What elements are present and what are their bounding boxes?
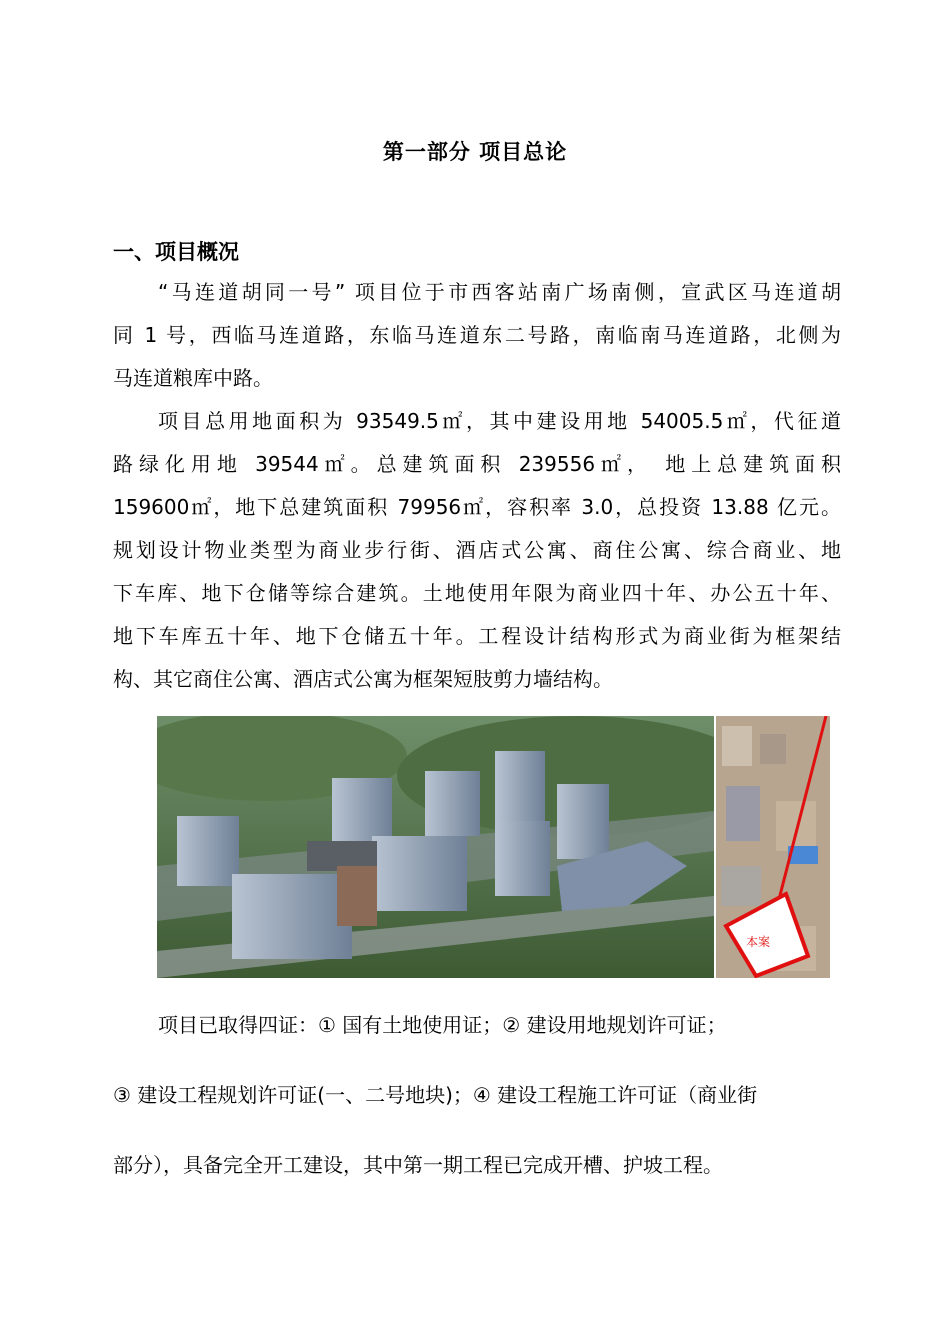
paragraph-permits	[113, 990, 853, 1200]
text-line: 构、其它商住公寓、酒店式公寓为框架短肢剪力墙结构。	[113, 667, 613, 691]
text-line: 同 1 号，西临马连道路，东临马连道东二号路，南临南马连道路，北侧为	[113, 323, 841, 347]
text-line: “马连道胡同一号” 项目位于市西客站南广场南侧，宣武区马连道胡	[158, 280, 841, 304]
map-label: 本案	[745, 935, 771, 949]
text-line: 马连道粮库中路。	[113, 366, 273, 390]
section-heading: 一、项目概况	[113, 240, 239, 264]
aerial-rendering-image	[157, 716, 714, 978]
text-line: ③ 建设工程规划许可证(一、二号地块)；④ 建设工程施工许可证（商业街	[113, 1083, 758, 1107]
project-figure	[157, 716, 830, 978]
paragraph-scale	[113, 400, 841, 701]
page-title: 第一部分 项目总论	[382, 140, 568, 164]
text-line: 项目总用地面积为 93549.5㎡，其中建设用地 54005.5㎡，代征道	[158, 409, 841, 433]
paragraph-location	[113, 271, 841, 400]
text-line: 路绿化用地 39544㎡。总建筑面积 239556㎡， 地上总建筑面积	[113, 452, 841, 476]
text-line: 159600㎡，地下总建筑面积 79956㎡，容积率 3.0，总投资 13.88 亿元。	[113, 495, 841, 519]
text-line: 地下车库五十年、地下仓储五十年。工程设计结构形式为商业街为框架结	[113, 624, 841, 648]
text-line: 规划设计物业类型为商业步行街、酒店式公寓、商住公寓、综合商业、地	[113, 538, 841, 562]
location-map-image	[716, 716, 830, 978]
text-line: 下车库、地下仓储等综合建筑。土地使用年限为商业四十年、办公五十年、	[113, 581, 841, 605]
text-line: 项目已取得四证：① 国有土地使用证；② 建设用地规划许可证；	[158, 1013, 727, 1037]
text-line: 部分），具备完全开工建设，其中第一期工程已完成开槽、护坡工程。	[113, 1153, 723, 1177]
